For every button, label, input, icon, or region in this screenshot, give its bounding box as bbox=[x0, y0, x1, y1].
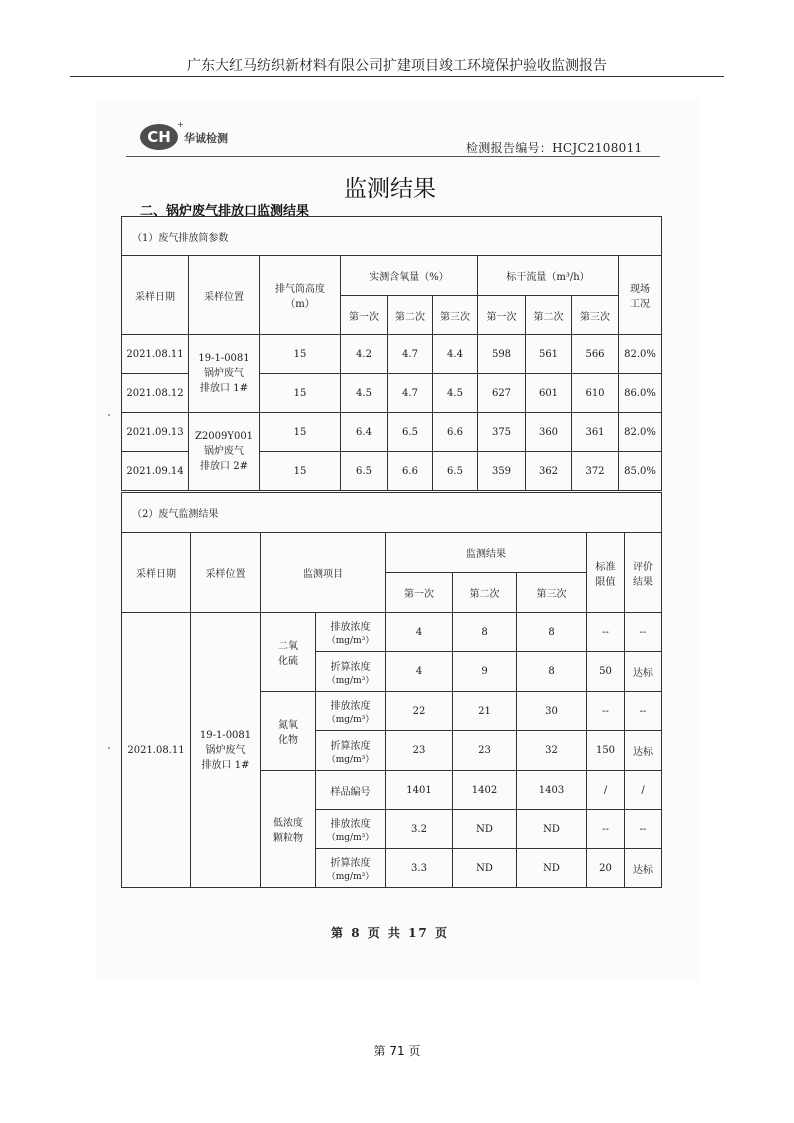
cell-oxygen: 4.7 bbox=[388, 335, 433, 374]
cell-metric bbox=[316, 810, 386, 849]
cell-value: 3.3 bbox=[386, 849, 453, 888]
header-oxygen: 实测含氧量（%） bbox=[341, 256, 478, 296]
cell-oxygen: 4.7 bbox=[388, 374, 433, 413]
header-oxygen-run: 第二次 bbox=[388, 296, 433, 335]
cell-limit: 20 bbox=[587, 849, 625, 888]
cell-value: 1401 bbox=[386, 771, 453, 810]
cell-location bbox=[191, 613, 261, 888]
scan-speck bbox=[108, 414, 110, 416]
cell-value: 32 bbox=[517, 731, 587, 771]
location-line: 排放口 2# bbox=[200, 461, 248, 472]
cell-limit: -- bbox=[587, 613, 625, 652]
logo-mark: CH bbox=[140, 124, 178, 150]
cell-value: ND bbox=[453, 810, 517, 849]
cell-value: 30 bbox=[517, 692, 587, 731]
header-stack-height-unit: （m） bbox=[285, 299, 315, 310]
location-line: 排放口 1# bbox=[200, 383, 248, 394]
table2-caption: （2）废气监测结果 bbox=[122, 493, 662, 533]
section-title: 二、锅炉废气排放口监测结果 bbox=[140, 204, 310, 219]
scan-speck bbox=[108, 747, 110, 749]
pollutant-name-line: 颗粒物 bbox=[273, 833, 303, 844]
cell-value: 23 bbox=[386, 731, 453, 771]
page-number: 第 71 页 bbox=[373, 1044, 421, 1058]
metric-label: 折算浓度 bbox=[330, 858, 371, 869]
metric-label: 样品编号 bbox=[330, 786, 371, 798]
cell-oxygen: 6.4 bbox=[341, 413, 388, 452]
cell-pollutant bbox=[261, 613, 316, 692]
cell-flow: 566 bbox=[572, 335, 619, 374]
cell-value: ND bbox=[517, 849, 587, 888]
cell-pollutant bbox=[261, 771, 316, 888]
document-rule bbox=[126, 156, 660, 157]
cell-value: 3.2 bbox=[386, 810, 453, 849]
cell-oxygen: 4.5 bbox=[433, 374, 478, 413]
cell-flow: 359 bbox=[478, 452, 526, 491]
header-location: 采样位置 bbox=[191, 533, 261, 613]
location-line: 锅炉废气 bbox=[204, 446, 244, 457]
pollutant-name-line: 二氧 bbox=[278, 641, 298, 652]
header-item: 监测项目 bbox=[261, 533, 386, 613]
stack-parameters-table bbox=[121, 216, 662, 491]
location-line: 19-1-0081 bbox=[198, 353, 250, 364]
header-oxygen-run: 第一次 bbox=[341, 296, 388, 335]
cell-date: 2021.09.13 bbox=[122, 413, 189, 452]
cell-value: ND bbox=[517, 810, 587, 849]
header-condition bbox=[619, 256, 662, 335]
cell-value: 1403 bbox=[517, 771, 587, 810]
cell-value: 1402 bbox=[453, 771, 517, 810]
cell-date: 2021.08.11 bbox=[122, 335, 189, 374]
cell-value: 4 bbox=[386, 613, 453, 652]
cell-limit: / bbox=[587, 771, 625, 810]
cell-oxygen: 4.2 bbox=[341, 335, 388, 374]
header-run: 第二次 bbox=[453, 573, 517, 613]
metric-unit: （mg/m³） bbox=[326, 675, 375, 686]
header-oxygen-run: 第三次 bbox=[433, 296, 478, 335]
cell-flow: 561 bbox=[526, 335, 572, 374]
header-stack-height-label: 排气筒高度 bbox=[275, 284, 325, 295]
metric-label: 折算浓度 bbox=[330, 740, 371, 752]
location-line: 排放口 1# bbox=[201, 759, 250, 771]
cell-pollutant bbox=[261, 692, 316, 771]
header-date: 采样日期 bbox=[122, 256, 189, 335]
cell-value: 21 bbox=[453, 692, 517, 731]
cell-value: 22 bbox=[386, 692, 453, 731]
cell-limit: -- bbox=[587, 810, 625, 849]
header-flow-run: 第一次 bbox=[478, 296, 526, 335]
document-page-number: 第 8 页 共 17 页 bbox=[331, 926, 449, 940]
table-row bbox=[122, 613, 662, 652]
cell-oxygen: 6.5 bbox=[341, 452, 388, 491]
cell-oxygen: 4.4 bbox=[433, 335, 478, 374]
cell-location bbox=[189, 335, 260, 413]
cell-oxygen: 4.5 bbox=[341, 374, 388, 413]
header-flow-run: 第三次 bbox=[572, 296, 619, 335]
logo-superscript: + bbox=[177, 120, 184, 129]
metric-label: 排放浓度 bbox=[330, 701, 371, 712]
cell-height: 15 bbox=[260, 413, 341, 452]
cell-value: 8 bbox=[517, 613, 587, 652]
cell-flow: 627 bbox=[478, 374, 526, 413]
location-line: Z2009Y001 bbox=[194, 431, 254, 442]
cell-value: 23 bbox=[453, 731, 517, 771]
metric-label: 排放浓度 bbox=[330, 622, 371, 633]
cell-metric bbox=[316, 692, 386, 731]
report-number: 检测报告编号：HCJC2108011 bbox=[466, 141, 643, 155]
cell-value: ND bbox=[453, 849, 517, 888]
header-evaluation bbox=[625, 533, 662, 613]
pollutant-name-line: 低浓度 bbox=[273, 818, 303, 829]
pollutant-name-line: 化硫 bbox=[278, 656, 298, 667]
location-line: 锅炉废气 bbox=[205, 744, 246, 756]
header-date: 采样日期 bbox=[122, 533, 191, 613]
document-title: 监测结果 bbox=[344, 176, 436, 202]
cell-metric bbox=[316, 771, 386, 810]
cell-flow: 362 bbox=[526, 452, 572, 491]
cell-evaluation: 达标 bbox=[625, 849, 662, 888]
cell-metric bbox=[316, 849, 386, 888]
cell-oxygen: 6.6 bbox=[388, 452, 433, 491]
header-limit bbox=[587, 533, 625, 613]
header-flow-run: 第二次 bbox=[526, 296, 572, 335]
pollutant-name-line: 化物 bbox=[278, 735, 298, 746]
cell-flow: 360 bbox=[526, 413, 572, 452]
cell-evaluation: / bbox=[625, 771, 662, 810]
header-run: 第三次 bbox=[517, 573, 587, 613]
header-rule bbox=[70, 76, 724, 77]
cell-flow: 610 bbox=[572, 374, 619, 413]
cell-value: 4 bbox=[386, 652, 453, 692]
metric-unit: （mg/m³） bbox=[326, 833, 375, 843]
header-flow: 标干流量（m³/h） bbox=[478, 256, 619, 296]
header-run: 第一次 bbox=[386, 573, 453, 613]
cell-height: 15 bbox=[260, 374, 341, 413]
cell-condition: 86.0% bbox=[619, 374, 662, 413]
cell-value: 9 bbox=[453, 652, 517, 692]
cell-evaluation: 达标 bbox=[625, 652, 662, 692]
cell-oxygen: 6.5 bbox=[433, 452, 478, 491]
metric-label: 排放浓度 bbox=[330, 819, 371, 830]
pollutant-name-line: 氮氧 bbox=[278, 720, 298, 731]
cell-flow: 372 bbox=[572, 452, 619, 491]
cell-condition: 82.0% bbox=[619, 335, 662, 374]
cell-value: 8 bbox=[517, 652, 587, 692]
cell-flow: 598 bbox=[478, 335, 526, 374]
company-logo bbox=[140, 120, 260, 156]
location-line: 19-1-0081 bbox=[199, 729, 252, 741]
cell-condition: 82.0% bbox=[619, 413, 662, 452]
cell-date: 2021.09.14 bbox=[122, 452, 189, 491]
cell-metric bbox=[316, 731, 386, 771]
cell-flow: 601 bbox=[526, 374, 572, 413]
cell-date: 2021.08.11 bbox=[122, 613, 191, 888]
metric-unit: （mg/m³） bbox=[326, 636, 375, 646]
table1-caption: （1）废气排放筒参数 bbox=[122, 217, 662, 256]
cell-limit: 150 bbox=[587, 731, 625, 771]
cell-metric bbox=[316, 652, 386, 692]
cell-evaluation: -- bbox=[625, 613, 662, 652]
cell-height: 15 bbox=[260, 335, 341, 374]
metric-unit: （mg/m³） bbox=[326, 715, 375, 725]
metric-label: 折算浓度 bbox=[330, 661, 371, 673]
header-location: 采样位置 bbox=[189, 256, 260, 335]
cell-date: 2021.08.12 bbox=[122, 374, 189, 413]
cell-location bbox=[189, 413, 260, 491]
cell-metric bbox=[316, 613, 386, 652]
cell-limit: -- bbox=[587, 692, 625, 731]
table-row bbox=[122, 413, 662, 452]
header-condition-line1: 现场 bbox=[630, 284, 651, 295]
cell-evaluation: 达标 bbox=[625, 731, 662, 771]
metric-unit: （mg/m³） bbox=[326, 754, 375, 765]
cell-flow: 375 bbox=[478, 413, 526, 452]
header-condition-line2: 工况 bbox=[630, 299, 651, 310]
page-header: 广东大红马纺织新材料有限公司扩建项目竣工环境保护验收监测报告 bbox=[187, 58, 607, 74]
table-row bbox=[122, 335, 662, 374]
header-limit-line1: 标准 bbox=[595, 561, 616, 573]
header-stack-height bbox=[260, 256, 341, 335]
cell-flow: 361 bbox=[572, 413, 619, 452]
cell-evaluation: -- bbox=[625, 810, 662, 849]
header-evaluation-line2: 结果 bbox=[633, 576, 654, 588]
header-limit-line2: 限值 bbox=[595, 576, 616, 588]
cell-oxygen: 6.6 bbox=[433, 413, 478, 452]
cell-oxygen: 6.5 bbox=[388, 413, 433, 452]
monitoring-results-table bbox=[121, 492, 662, 888]
metric-unit: （mg/m³） bbox=[326, 872, 375, 882]
header-results: 监测结果 bbox=[386, 533, 587, 573]
header-evaluation-line1: 评价 bbox=[633, 561, 654, 573]
cell-height: 15 bbox=[260, 452, 341, 491]
cell-limit: 50 bbox=[587, 652, 625, 692]
cell-condition: 85.0% bbox=[619, 452, 662, 491]
cell-evaluation: -- bbox=[625, 692, 662, 731]
location-line: 锅炉废气 bbox=[204, 368, 244, 379]
logo-text: 华诚检测 bbox=[184, 132, 228, 145]
cell-value: 8 bbox=[453, 613, 517, 652]
